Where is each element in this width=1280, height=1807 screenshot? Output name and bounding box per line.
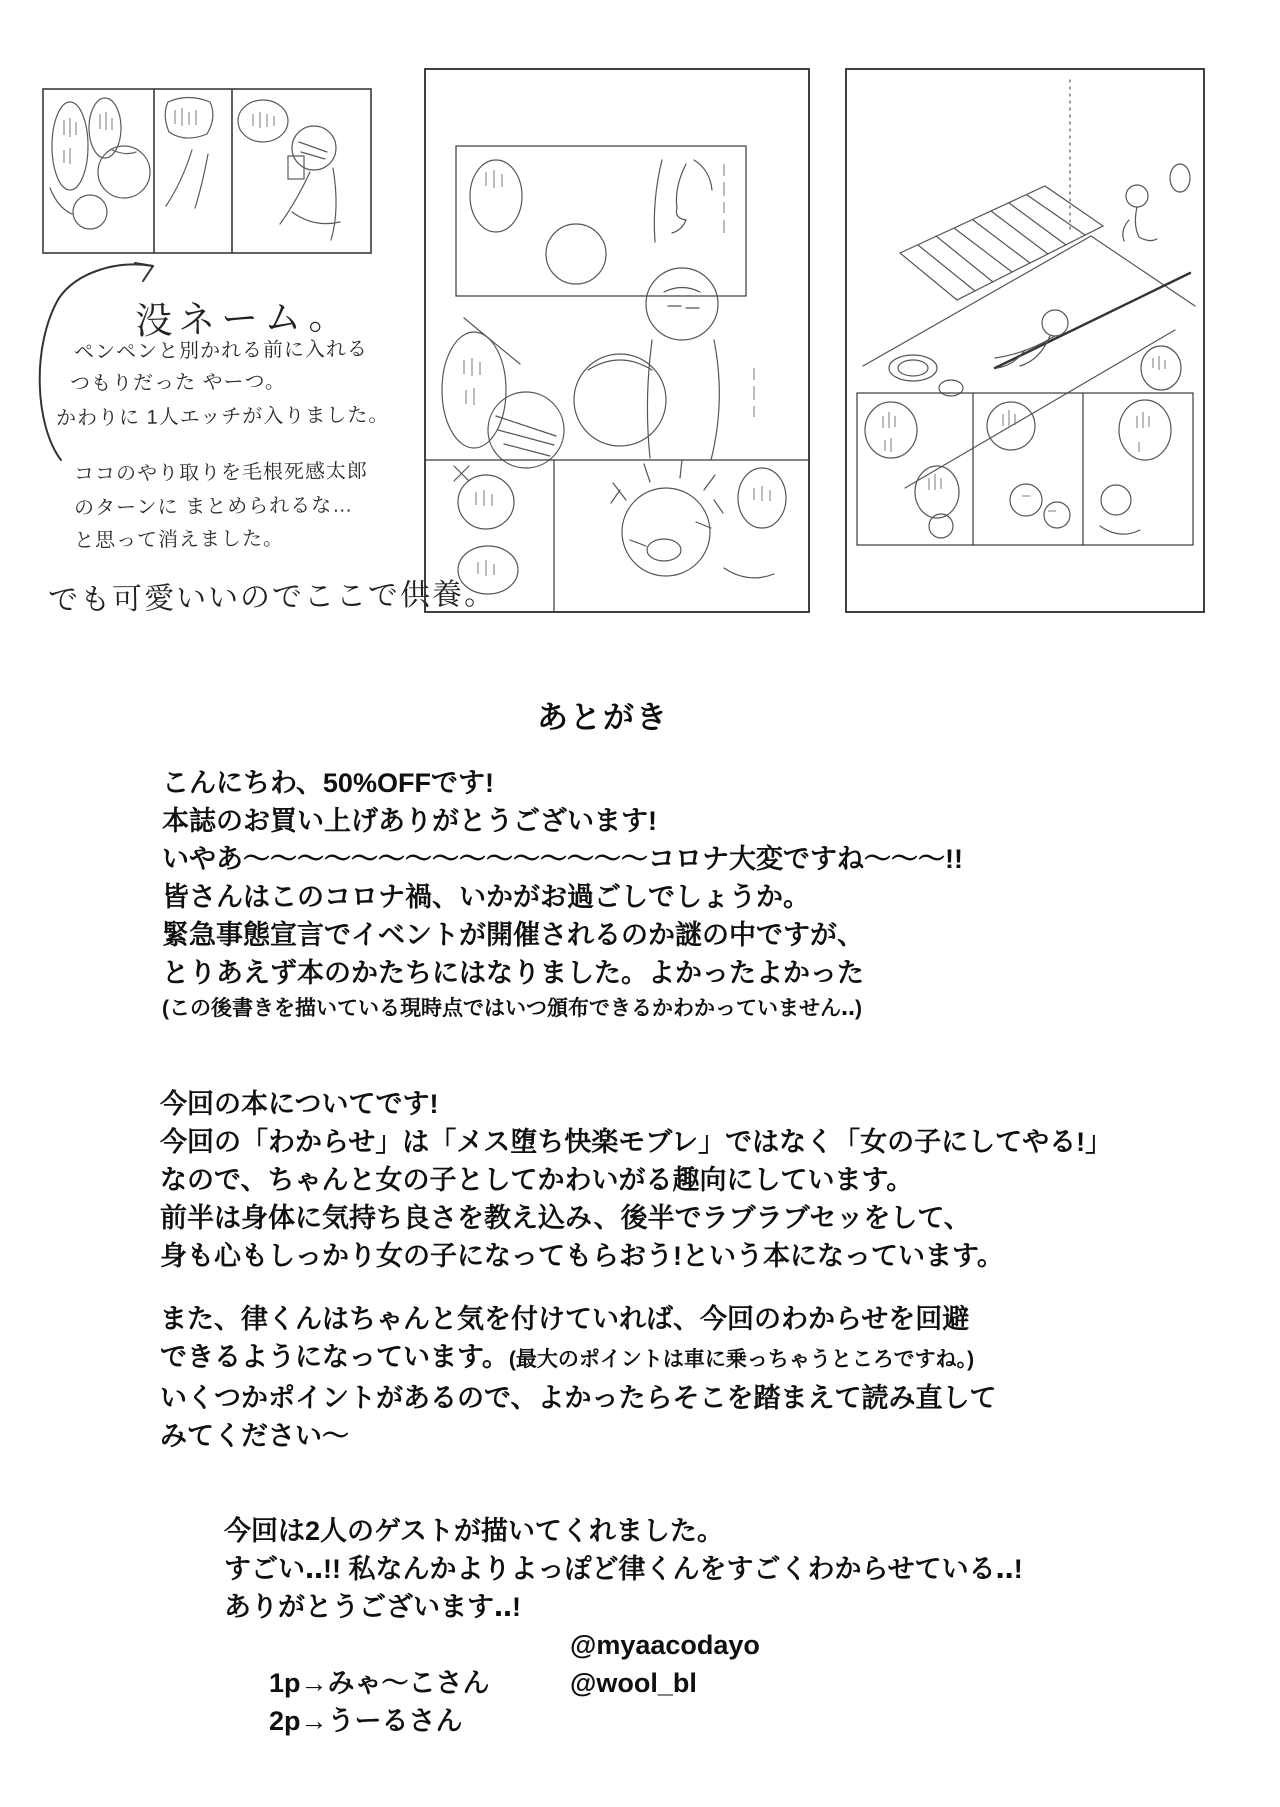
text-line: 身も心もしっかり女の子になってもらおう!という本になっています。 xyxy=(160,1241,1004,1271)
text-line: いやあ〜〜〜〜〜〜〜〜〜〜〜〜〜〜〜コロナ大変ですね〜〜〜!! xyxy=(162,844,963,874)
text-line: 緊急事態宣言でイベントが開催されるのか謎の中ですが、 xyxy=(162,920,864,950)
guest-credit-row xyxy=(224,1664,1023,1736)
text-line xyxy=(160,1338,996,1379)
text-line: 今回の本についてです! xyxy=(160,1089,439,1119)
guest-twitter-handle: @wool_bl xyxy=(570,1668,697,1698)
guest-label: 1p→みゃ〜こさん xyxy=(269,1668,490,1698)
storyboard-page-middle xyxy=(424,68,810,613)
note-line: のターンに まとめられるな… xyxy=(73,494,354,520)
note-line: と思って消えました。 xyxy=(73,527,285,553)
guest-label: 2p→うーるさん xyxy=(269,1706,463,1736)
text-line: 前半は身体に気持ち良さを教え込み、後半でラブラブセッをして、 xyxy=(160,1203,971,1233)
paragraph-hints xyxy=(160,1300,996,1455)
paragraph-guests xyxy=(224,1512,1023,1736)
text-line: なので、ちゃんと女の子としてかわいがる趣向にしています。 xyxy=(160,1165,914,1195)
text-line: また、律くんはちゃんと気を付けていれば、今回のわからせを回避 xyxy=(160,1304,970,1334)
text-segment: できるようになっています。 xyxy=(160,1342,509,1372)
note-line: かわりに 1人エッチが入りました。 xyxy=(55,404,390,430)
afterword-heading: あとがき xyxy=(537,700,669,735)
guest-twitter-handle: @myaacodayo xyxy=(570,1630,760,1660)
text-segment-small: (最大のポイントは車に乗っちゃうところですね。) xyxy=(508,1348,975,1371)
note-line: つもりだった やーつ。 xyxy=(69,370,286,396)
note-footer: でも可愛いいのでここで供養。 xyxy=(47,577,497,618)
text-line: 本誌のお買い上げありがとうございます! xyxy=(162,806,657,836)
text-line: とりあえず本のかたちにはなりました。よかったよかった xyxy=(162,958,864,988)
text-line: 皆さんはこのコロナ禍、いかがお過ごしでしょうか。 xyxy=(162,882,810,912)
text-line: すごい‥!! 私なんかよりよっぽど律くんをすごくわからせている‥! xyxy=(224,1554,1023,1584)
rejected-name-title: 没ネーム。 xyxy=(134,295,352,342)
text-line: ありがとうございます‥! xyxy=(224,1592,521,1622)
text-line-small: (この後書きを描いている現時点ではいつ頒布できるかわかっていません‥) xyxy=(162,997,862,1020)
paragraph-about-book xyxy=(160,1085,1112,1275)
text-line: いくつかポイントがあるので、よかったらそこを踏まえて読み直して xyxy=(160,1383,997,1413)
note-line: ココのやり取りを毛根死感太郎 xyxy=(73,460,369,486)
text-line: 今回の「わからせ」は「メス堕ち快楽モブレ」ではなく「女の子にしてやる!」 xyxy=(160,1127,1113,1157)
sketch-strip-left xyxy=(42,88,372,254)
text-line: 今回は2人のゲストが描いてくれました。 xyxy=(224,1516,724,1546)
storyboard-page-right xyxy=(845,68,1205,613)
note-line: ペンペンと別かれる前に入れる xyxy=(73,338,369,364)
text-line: みてください〜 xyxy=(160,1421,349,1451)
paragraph-greeting xyxy=(162,764,963,1026)
text-line: こんにちわ、50%OFFです! xyxy=(162,768,494,798)
